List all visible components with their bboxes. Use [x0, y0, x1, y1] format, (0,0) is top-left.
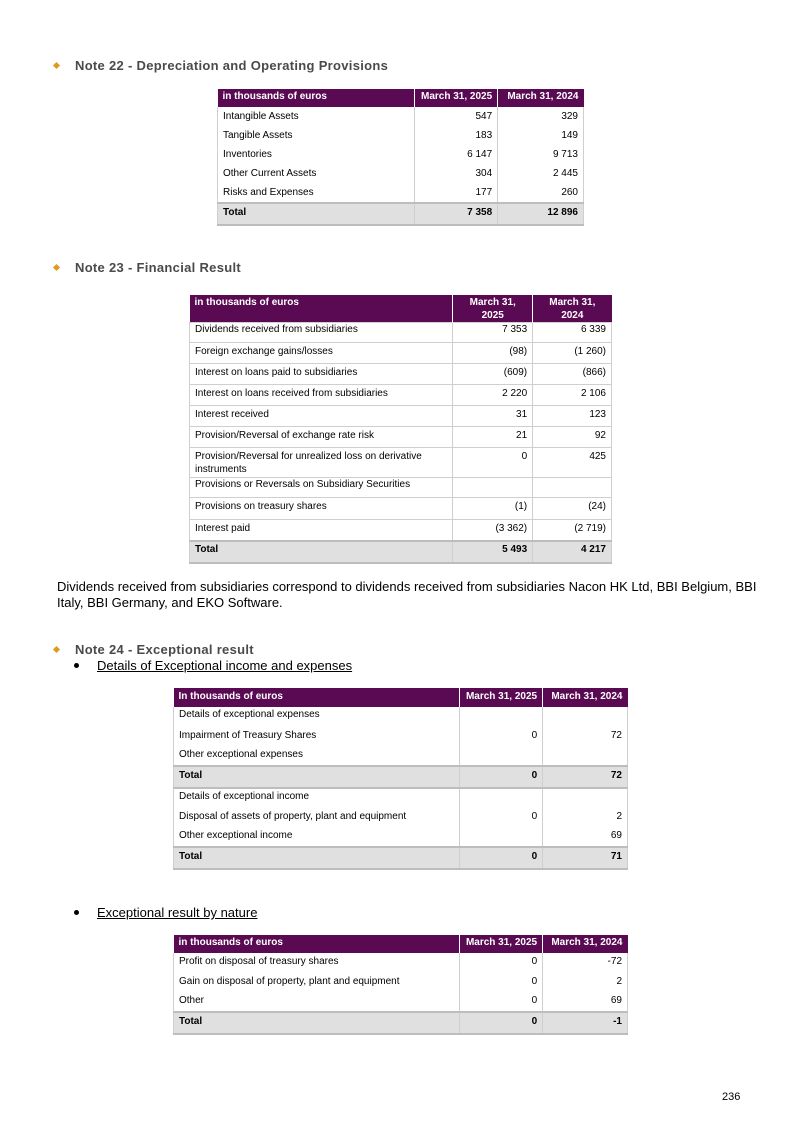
- cell-value: 149: [498, 126, 584, 145]
- column-header: March 31, 2024: [498, 89, 584, 107]
- cell-value: 9 713: [498, 145, 584, 164]
- column-header: March 31, 2025: [460, 935, 543, 953]
- cell-value: 21: [453, 427, 533, 448]
- row-label: Impairment of Treasury Shares: [174, 726, 460, 745]
- row-label: Provisions or Reversals on Subsidiary Securities: [190, 478, 453, 498]
- row-label: Other: [174, 991, 460, 1012]
- total-value: 72: [543, 766, 628, 788]
- total-label: Total: [174, 766, 460, 788]
- table-header-row: [174, 935, 628, 953]
- row-label: Other exceptional income: [174, 826, 460, 847]
- cell-value: 547: [415, 107, 498, 126]
- cell-value: 31: [453, 406, 533, 427]
- cell-value: 7 353: [453, 323, 533, 343]
- cell-value: [460, 826, 543, 847]
- note23-heading: [54, 260, 241, 275]
- cell-value: 0: [460, 726, 543, 745]
- page-number: 236: [722, 1091, 741, 1103]
- note22-heading: [54, 58, 388, 73]
- total-value: -1: [543, 1012, 628, 1034]
- cell-value: (24): [533, 498, 612, 520]
- cell-value: 123: [533, 406, 612, 427]
- note23-table: [189, 295, 612, 564]
- cell-value: [460, 707, 543, 726]
- cell-value: 0: [460, 953, 543, 972]
- cell-value: 6 339: [533, 323, 612, 343]
- table-header-row: [174, 688, 628, 707]
- cell-value: 2 445: [498, 164, 584, 183]
- column-header: March 31, 2024: [543, 688, 628, 707]
- table-row: [190, 385, 612, 406]
- bullet-exceptional-by-nature: [74, 905, 257, 920]
- row-label: Provision/Reversal of exchange rate risk: [190, 427, 453, 448]
- column-header: March 31, 2025: [415, 89, 498, 107]
- table-header-row: [190, 295, 612, 323]
- cell-value: (866): [533, 364, 612, 385]
- total-value: 7 358: [415, 203, 498, 225]
- table-row: [174, 707, 628, 726]
- row-label: Provision/Reversal for unrealized loss on derivative instruments: [190, 448, 453, 478]
- total-label: Total: [174, 847, 460, 869]
- cell-value: (3 362): [453, 520, 533, 541]
- row-label: Intangible Assets: [218, 107, 415, 126]
- diamond-bullet-icon: [53, 264, 60, 271]
- column-header: in thousands of euros: [174, 935, 460, 953]
- table-header-row: [218, 89, 584, 107]
- total-value: 0: [460, 1012, 543, 1034]
- table-row: [174, 788, 628, 807]
- cell-value: [543, 745, 628, 766]
- row-label: Gain on disposal of property, plant and equipment: [174, 972, 460, 991]
- row-label: Interest paid: [190, 520, 453, 541]
- cell-value: (1 260): [533, 343, 612, 364]
- total-row: [174, 1012, 628, 1034]
- row-label: Interest on loans received from subsidiaries: [190, 385, 453, 406]
- cell-value: [460, 745, 543, 766]
- cell-value: [533, 478, 612, 498]
- total-value: 12 896: [498, 203, 584, 225]
- table-row: [174, 972, 628, 991]
- cell-value: 6 147: [415, 145, 498, 164]
- row-label: Details of exceptional expenses: [174, 707, 460, 726]
- bullet-text: Exceptional result by nature: [97, 905, 258, 920]
- table-row: [174, 991, 628, 1012]
- total-label: Total: [174, 1012, 460, 1034]
- cell-value: 0: [460, 991, 543, 1012]
- exceptional-details-table: [173, 688, 628, 870]
- table-row: [218, 107, 584, 126]
- note23-title: Note 23 - Financial Result: [75, 260, 242, 275]
- cell-value: 69: [543, 826, 628, 847]
- cell-value: 92: [533, 427, 612, 448]
- row-label: Disposal of assets of property, plant and equipment: [174, 807, 460, 826]
- table-row: [190, 478, 612, 498]
- diamond-bullet-icon: [53, 62, 60, 69]
- total-row: [174, 766, 628, 788]
- cell-value: (609): [453, 364, 533, 385]
- column-header: in thousands of euros: [218, 89, 415, 107]
- total-value: 71: [543, 847, 628, 869]
- total-row: [174, 847, 628, 869]
- row-label: Tangible Assets: [218, 126, 415, 145]
- row-label: Other Current Assets: [218, 164, 415, 183]
- table-row: [190, 448, 612, 478]
- cell-value: (98): [453, 343, 533, 364]
- column-header: in thousands of euros: [190, 295, 453, 323]
- row-label: Risks and Expenses: [218, 183, 415, 203]
- cell-value: (1): [453, 498, 533, 520]
- column-header: In thousands of euros: [174, 688, 460, 707]
- table-row: [190, 427, 612, 448]
- note24-heading: [54, 642, 254, 657]
- table-row: [190, 364, 612, 385]
- diamond-bullet-icon: [53, 646, 60, 653]
- row-label: Dividends received from subsidiaries: [190, 323, 453, 343]
- bullet-exceptional-details: [74, 658, 352, 673]
- cell-value: 2 220: [453, 385, 533, 406]
- total-value: 0: [460, 766, 543, 788]
- cell-value: 329: [498, 107, 584, 126]
- cell-value: 425: [533, 448, 612, 478]
- column-header: March 31, 2025: [453, 295, 533, 323]
- table-row: [190, 498, 612, 520]
- total-value: 5 493: [453, 541, 533, 563]
- table-row: [218, 164, 584, 183]
- cell-value: 0: [460, 972, 543, 991]
- note24-title: Note 24 - Exceptional result: [75, 642, 254, 657]
- dividends-paragraph: Dividends received from subsidiaries correspond to dividends received from subsidiaries Nacon HK Ltd, BBI Belgium, BBI Italy, BBI Germany, and EKO Software.: [57, 579, 757, 610]
- row-label: Other exceptional expenses: [174, 745, 460, 766]
- cell-value: 69: [543, 991, 628, 1012]
- row-label: Foreign exchange gains/losses: [190, 343, 453, 364]
- bullet-text: Details of Exceptional income and expenses: [97, 658, 353, 673]
- table-row: [174, 726, 628, 745]
- table-row: [174, 953, 628, 972]
- table-row: [190, 406, 612, 427]
- table-row: [174, 826, 628, 847]
- cell-value: 2: [543, 807, 628, 826]
- table-row: [174, 745, 628, 766]
- cell-value: -72: [543, 953, 628, 972]
- table-row: [174, 807, 628, 826]
- row-label: Profit on disposal of treasury shares: [174, 953, 460, 972]
- cell-value: (2 719): [533, 520, 612, 541]
- table-row: [218, 126, 584, 145]
- table-row: [190, 323, 612, 343]
- total-value: 4 217: [533, 541, 612, 563]
- table-row: [190, 520, 612, 541]
- cell-value: 2 106: [533, 385, 612, 406]
- cell-value: [453, 478, 533, 498]
- total-label: Total: [218, 203, 415, 225]
- note22-title: Note 22 - Depreciation and Operating Provisions: [75, 58, 389, 73]
- column-header: March 31, 2024: [533, 295, 612, 323]
- cell-value: 0: [460, 807, 543, 826]
- cell-value: 260: [498, 183, 584, 203]
- note22-table: [217, 89, 584, 226]
- row-label: Interest received: [190, 406, 453, 427]
- row-label: Inventories: [218, 145, 415, 164]
- column-header: March 31, 2025: [460, 688, 543, 707]
- total-label: Total: [190, 541, 453, 563]
- exceptional-by-nature-table: [173, 935, 628, 1035]
- cell-value: 0: [453, 448, 533, 478]
- row-label: Details of exceptional income: [174, 788, 460, 807]
- cell-value: 183: [415, 126, 498, 145]
- cell-value: 177: [415, 183, 498, 203]
- table-row: [218, 183, 584, 203]
- column-header: March 31, 2024: [543, 935, 628, 953]
- bullet-dot-icon: [74, 663, 79, 668]
- total-value: 0: [460, 847, 543, 869]
- table-row: [218, 145, 584, 164]
- total-row: [190, 541, 612, 563]
- cell-value: 72: [543, 726, 628, 745]
- cell-value: [543, 707, 628, 726]
- bullet-dot-icon: [74, 910, 79, 915]
- cell-value: 304: [415, 164, 498, 183]
- row-label: Provisions on treasury shares: [190, 498, 453, 520]
- row-label: Interest on loans paid to subsidiaries: [190, 364, 453, 385]
- table-row: [190, 343, 612, 364]
- total-row: [218, 203, 584, 225]
- cell-value: [543, 788, 628, 807]
- cell-value: [460, 788, 543, 807]
- cell-value: 2: [543, 972, 628, 991]
